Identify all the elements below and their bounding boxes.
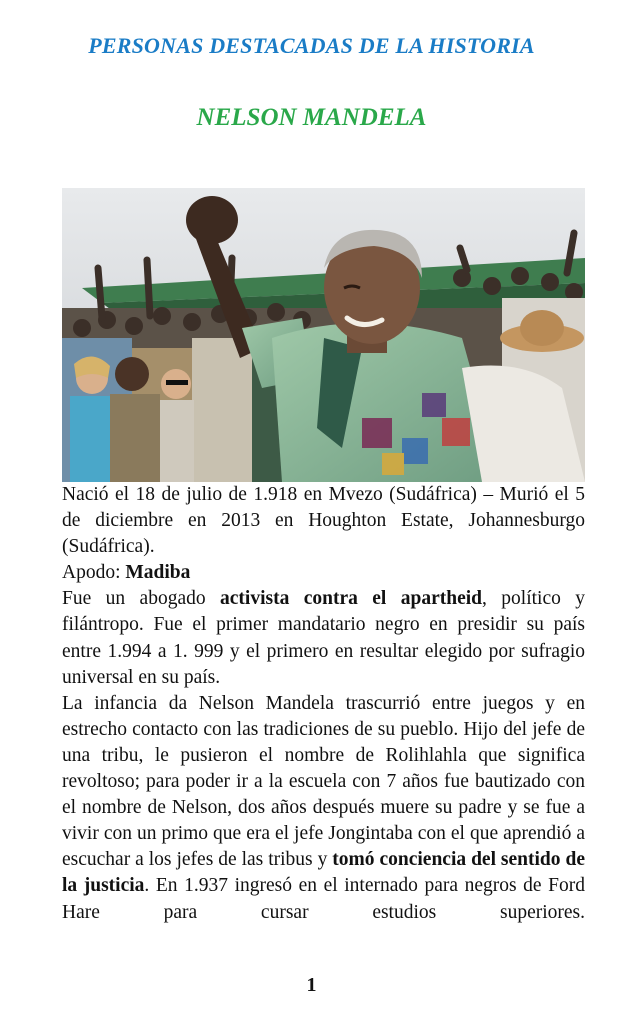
mandela-photo (62, 188, 585, 482)
series-title: PERSONAS DESTACADAS DE LA HISTORIA (88, 33, 535, 58)
photo-illustration (62, 188, 585, 482)
nickname-value: Madiba (125, 562, 191, 584)
career-text-end: , político y filántropo. Fue el primer mandatario negro en presidir su país entre 1.994 a 1. 999 y el primero en resultar elegido por sufragio universal en su país. (62, 588, 586, 688)
childhood-highlight: tomó conciencia del sentido de la justicia (62, 849, 585, 897)
page-number: 1 (306, 974, 317, 996)
person-name-title: NELSON MANDELA (196, 104, 427, 131)
career-highlight: activista contra el apartheid (220, 588, 483, 610)
childhood-text-start: La infancia da Nelson Mandela trascurrió entre juegos y en estrecho contacto con las tradiciones de su pueblo. Hijo del jefe de una tribu, le pusieron el nombre de Rolihlahla que significa revoltoso; para poder ir a la escuela con 7 años fue bautizado con el nombre de Nelson, dos años después muere su padre y se fue a vivir con un primo que era el jefe Jongintaba con el que aprendió a escuchar a los jefes de las tribus y (62, 692, 585, 871)
biography-text (62, 482, 585, 926)
nickname-line (62, 560, 585, 586)
career-paragraph (62, 586, 585, 690)
childhood-paragraph (62, 691, 585, 926)
nickname-label: Apodo: (62, 562, 126, 584)
career-text-start: Fue un abogado (62, 588, 221, 610)
childhood-text-end: . En 1.937 ingresó en el internado para negros de Ford Hare para cursar estudios superiores. (62, 875, 585, 923)
birth-death-paragraph: Nació el 18 de julio de 1.918 en Mvezo (Sudáfrica) – Murió el 5 de diciembre en 2013 en Houghton Estate, Johannesburgo (Sudáfrica). (62, 484, 585, 558)
